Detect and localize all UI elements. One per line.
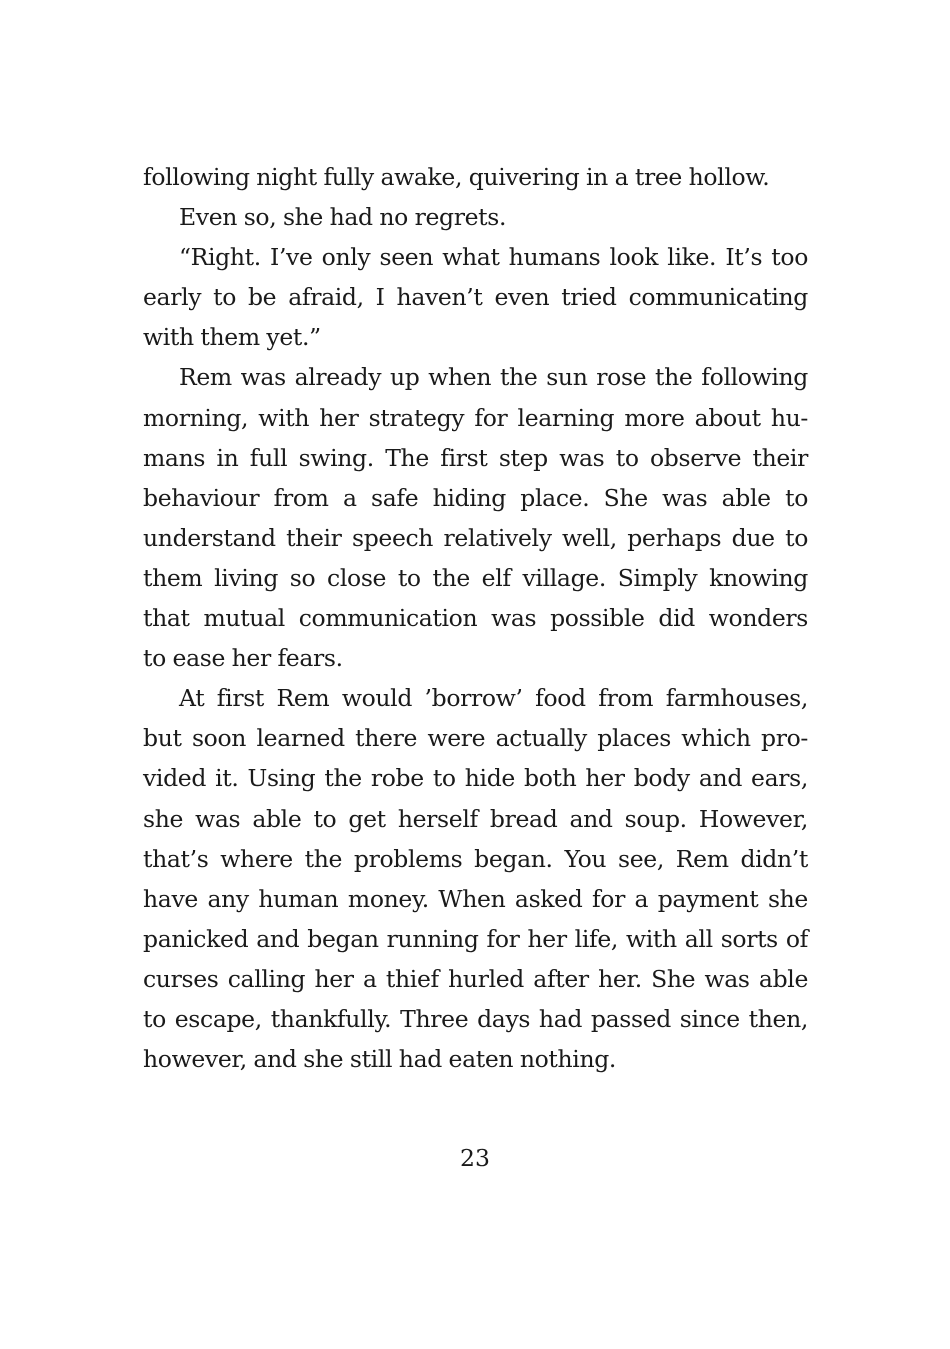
text-line: that mutual communication was possible did wonders — [143, 604, 808, 633]
text-line: them living so close to the elf village. Simply knowing — [143, 563, 808, 592]
text-line: with them yet.” — [143, 323, 321, 352]
page-number: 23 — [460, 1144, 490, 1172]
text-line: panicked and began running for her life, with all sorts of — [143, 924, 808, 953]
text-line: curses calling her a thief hurled after her. She was able — [143, 964, 808, 993]
text-line: following night fully awake, quivering in a tree hollow. — [143, 163, 770, 191]
text-line: but soon learned there were actually places which pro- — [143, 724, 808, 753]
text-line: have any human money. When asked for a payment she — [143, 884, 808, 913]
text-line: Even so, she had no regrets. — [179, 203, 507, 232]
text-line: At first Rem would ’borrow’ food from farmhouses, — [179, 684, 808, 713]
text-line: understand their speech relatively well, perhaps due to — [143, 523, 808, 552]
text-line: behaviour from a safe hiding place. She was able to — [143, 483, 808, 512]
text-line: however, and she still had eaten nothing. — [143, 1045, 617, 1074]
text-line: vided it. Using the robe to hide both her body and ears, — [143, 764, 808, 793]
text-line: that’s where the problems began. You see, Rem didn’t — [143, 844, 808, 873]
text-line: “Right. I’ve only seen what humans look like. It’s too — [179, 243, 808, 272]
body-text — [143, 157, 808, 1079]
text-line: to escape, thankfully. Three days had passed since then, — [143, 1004, 808, 1033]
text-line: Rem was already up when the sun rose the following — [179, 363, 808, 392]
text-line: early to be afraid, I haven’t even tried communicating — [143, 283, 808, 312]
text-line: morning, with her strategy for learning more about hu- — [143, 403, 808, 432]
text-line: she was able to get herself bread and soup. However, — [143, 804, 808, 833]
text-line: to ease her fears. — [143, 644, 343, 673]
text-line: mans in full swing. The first step was to observe their — [143, 443, 808, 472]
